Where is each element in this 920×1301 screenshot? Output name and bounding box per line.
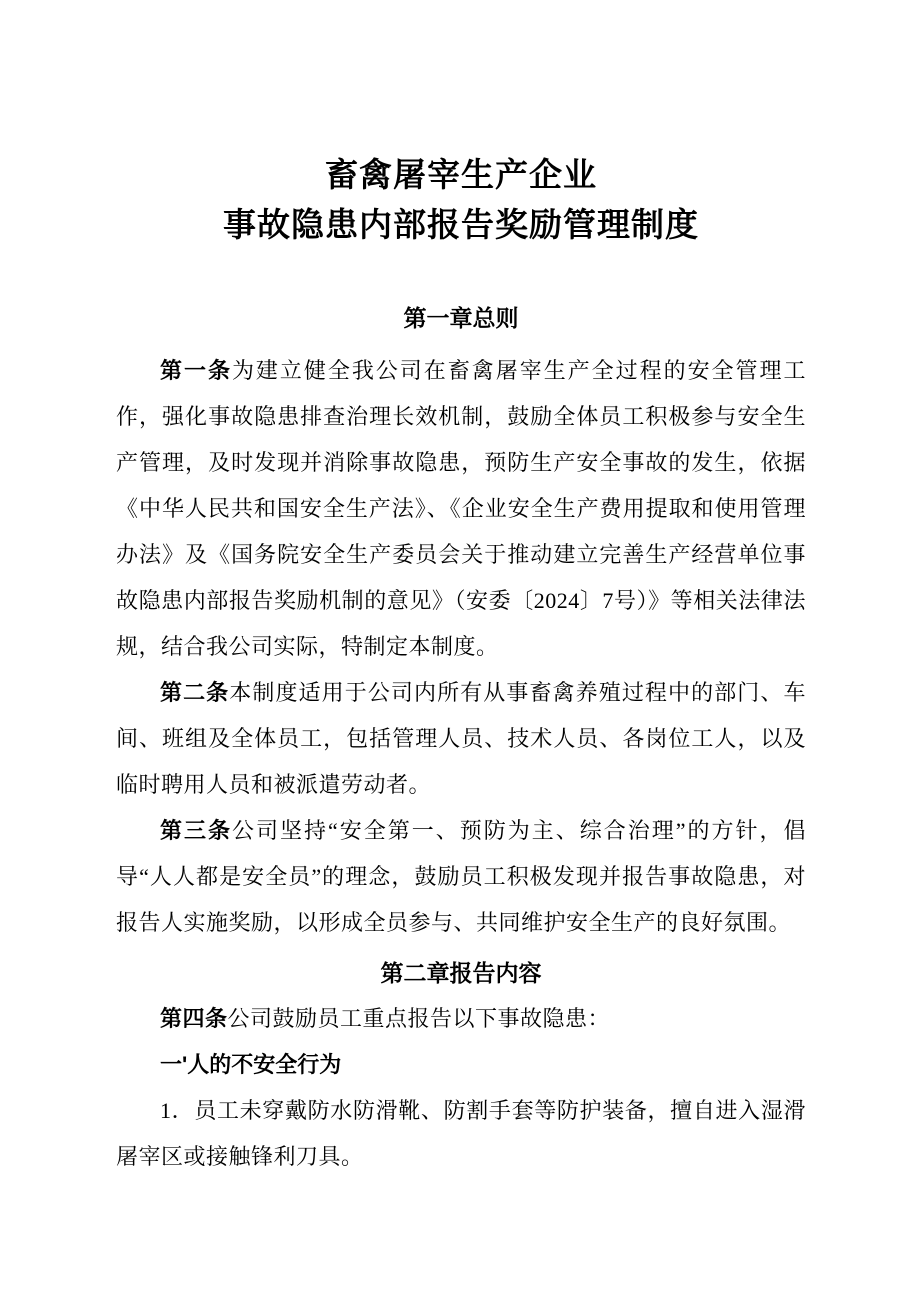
list-item-1-number: 1． bbox=[160, 1098, 195, 1123]
section-subheading-unsafe-behavior: 一'人的不安全行为 bbox=[160, 1052, 342, 1077]
article-4-paragraph bbox=[116, 996, 806, 1042]
article-2-label: 第二条 bbox=[160, 680, 230, 705]
article-3-text: 公司坚持“安全第一、预防为主、综合治理”的方针，倡导“人人都是安全员”的理念，鼓励员工积极发现并报告事故隐患，对报告人实施奖励，以形成全员参与、共同维护安全生产的良好氛围。 bbox=[116, 818, 806, 935]
document-title-line2: 事故隐患内部报告奖励管理制度 bbox=[223, 206, 699, 243]
article-3-paragraph bbox=[116, 808, 806, 946]
article-2-text: 本制度适用于公司内所有从事畜禽养殖过程中的部门、车间、班组及全体员工，包括管理人员、技术人员、各岗位工人，以及临时聘用人员和被派遣劳动者。 bbox=[116, 680, 806, 797]
list-item-1-paragraph bbox=[116, 1088, 806, 1180]
article-4-text: 公司鼓励员工重点报告以下事故隐患： bbox=[227, 1006, 611, 1031]
article-4-label: 第四条 bbox=[160, 1006, 228, 1031]
document-title-line1: 畜禽屠宰生产企业 bbox=[325, 156, 597, 193]
article-1-label: 第一条 bbox=[160, 358, 232, 383]
chapter2-heading: 第二章报告内容 bbox=[380, 960, 542, 986]
document-title bbox=[116, 150, 806, 250]
chapter1-heading: 第一章总则 bbox=[403, 305, 519, 331]
article-1-paragraph bbox=[116, 348, 806, 670]
article-1-text: 为建立健全我公司在畜禽屠宰生产全过程的安全管理工作，强化事故隐患排查治理长效机制，鼓励全体员工积极参与安全生产管理，及时发现并消除事故隐患，预防生产安全事故的发生，依据《中华人民共和国安全生产法》、《企业安全生产费用提取和使用管理办法》及《国务院安全生产委员会关于推动建立完善生产经营单位事故隐患内部报告奖励机制的意见》（安委〔2024〕7号）》等相关法律法规，结合我公司实际，特制定本制度。 bbox=[116, 358, 806, 659]
article-3-label: 第三条 bbox=[160, 818, 232, 843]
list-item-1-text: 员工未穿戴防水防滑靴、防割手套等防护装备，擅自进入湿滑屠宰区或接触锋利刀具。 bbox=[116, 1098, 806, 1169]
article-2-paragraph bbox=[116, 670, 806, 808]
